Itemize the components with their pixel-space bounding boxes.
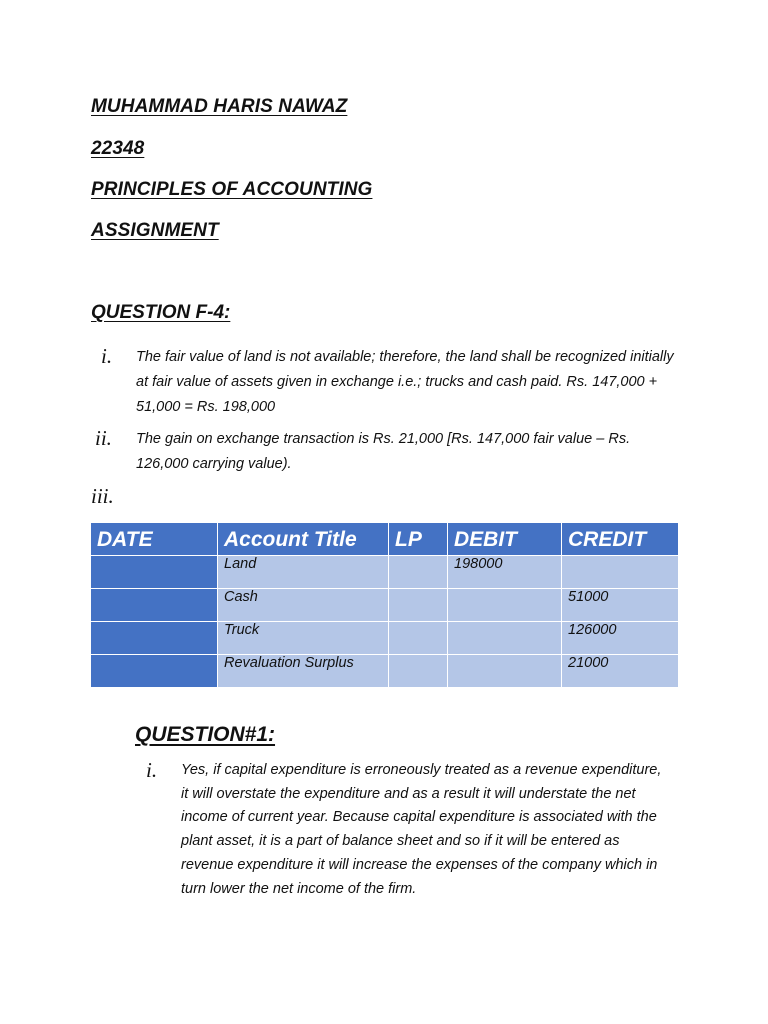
course-title: PRINCIPLES OF ACCOUNTING: [91, 179, 373, 200]
item-numeral: i.: [146, 758, 158, 782]
credit-cell: [562, 556, 679, 589]
column-header-debit: DEBIT: [448, 523, 562, 556]
debit-cell: [448, 655, 562, 688]
answer-paragraph: The fair value of land is not available; therefore, the land shall be recognized initially at fair value of assets given in exchange i.e.; trucks and cash paid. Rs. 147,000 + 51,000 = Rs. 198,000: [136, 349, 674, 415]
account-cell: Revaluation Surplus: [218, 655, 389, 688]
table-row: [91, 622, 679, 655]
debit-cell: 198000: [448, 556, 562, 589]
table-row: [91, 556, 679, 589]
column-header-account-title: Account Title: [218, 523, 389, 556]
lp-cell: [389, 622, 448, 655]
credit-cell: 51000: [562, 589, 679, 622]
item-numeral: iii.: [91, 484, 114, 508]
column-header-credit: CREDIT: [562, 523, 679, 556]
document-type: ASSIGNMENT: [91, 220, 219, 241]
table-header-row: [91, 523, 679, 556]
credit-cell: 21000: [562, 655, 679, 688]
table-row: [91, 589, 679, 622]
credit-cell: 126000: [562, 622, 679, 655]
item-numeral: ii.: [95, 426, 112, 450]
date-cell: [91, 655, 218, 688]
date-cell: [91, 589, 218, 622]
question-1-title: QUESTION#1:: [135, 723, 276, 746]
column-header-lp: LP: [389, 523, 448, 556]
account-cell: Cash: [218, 589, 389, 622]
answer-paragraph: Yes, if capital expenditure is erroneously treated as a revenue expenditure, it will overstate the expenditure and as a result it will understate the net income of current year. Because capital expenditure is associated with the plant asset, it is a part of balance sheet and so if it will be entered as revenue expenditure it will increase the expenses of the company which in turn lower the net income of the firm.: [181, 762, 662, 897]
date-cell: [91, 556, 218, 589]
journal-entry-table: [90, 522, 679, 688]
column-header-date: DATE: [91, 523, 218, 556]
lp-cell: [389, 556, 448, 589]
debit-cell: [448, 622, 562, 655]
answer-paragraph: The gain on exchange transaction is Rs. 21,000 [Rs. 147,000 fair value – Rs. 126,000 carrying value).: [136, 431, 631, 472]
student-id: 22348: [91, 138, 145, 159]
debit-cell: [448, 589, 562, 622]
table-row: [91, 655, 679, 688]
lp-cell: [389, 589, 448, 622]
account-cell: Truck: [218, 622, 389, 655]
account-cell: Land: [218, 556, 389, 589]
student-name: MUHAMMAD HARIS NAWAZ: [91, 96, 348, 117]
date-cell: [91, 622, 218, 655]
question-f4-title: QUESTION F-4:: [91, 302, 231, 323]
lp-cell: [389, 655, 448, 688]
item-numeral: i.: [101, 344, 113, 368]
